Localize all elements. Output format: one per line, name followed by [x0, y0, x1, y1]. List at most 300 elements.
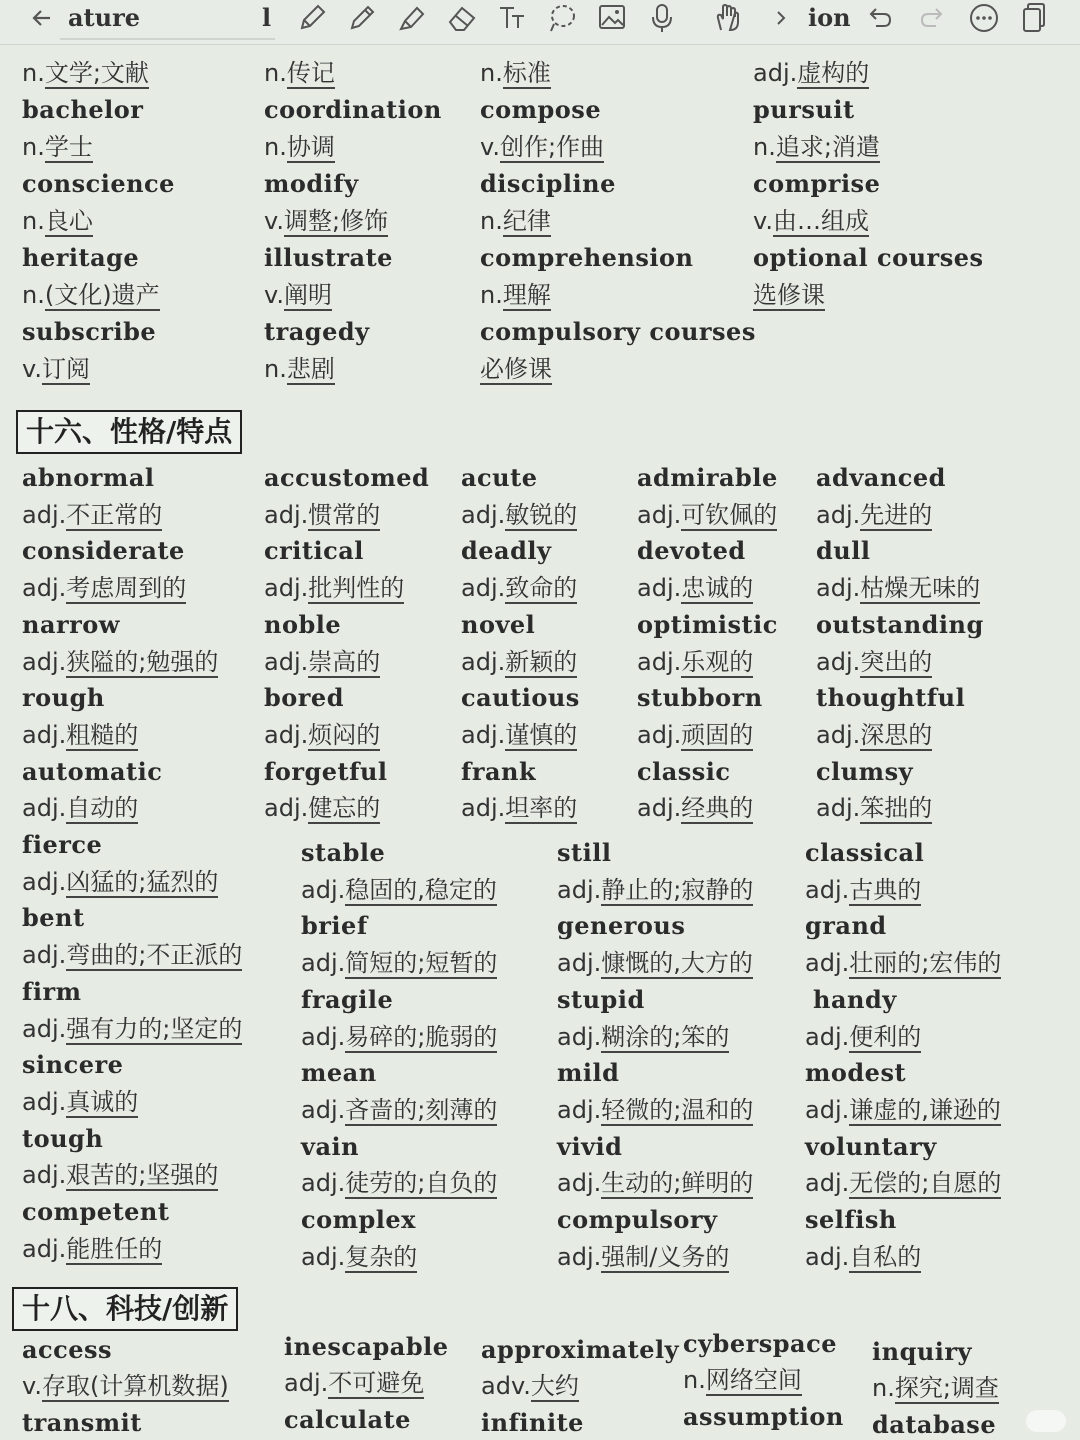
vocab-meaning [557, 1095, 753, 1125]
undo-icon [866, 0, 894, 36]
chinese-translation: 粗糙的 [66, 720, 139, 749]
part-of-speech: n. [480, 207, 503, 235]
chinese-translation: 糊涂的;笨的 [601, 1022, 730, 1051]
chinese-translation: 订阅 [41, 355, 90, 383]
vocab-meaning [753, 58, 869, 88]
vocab-meaning [22, 940, 242, 970]
vocab-word: discipline [480, 169, 616, 198]
eraser-tool-button[interactable] [446, 0, 478, 40]
vocab-word: brief [301, 911, 368, 941]
vocab-meaning [637, 573, 753, 603]
vocab-word: bachelor [22, 95, 144, 124]
vocab-meaning [480, 132, 604, 162]
vocab-word: assumption [683, 1402, 844, 1431]
part-of-speech: adj. [557, 875, 602, 904]
vocab-meaning [22, 58, 149, 88]
pages-icon [1018, 0, 1050, 36]
highlighter-tool-button[interactable] [396, 0, 428, 40]
part-of-speech: n. [264, 59, 287, 87]
eraser-icon [446, 0, 478, 36]
chinese-translation: 网络空间 [705, 1366, 802, 1394]
part-of-speech: n. [480, 59, 503, 87]
part-of-speech: adj. [805, 875, 850, 904]
chinese-translation: 良心 [44, 207, 93, 235]
note-toolbar [0, 0, 1080, 45]
vocab-word: handy [813, 984, 897, 1014]
part-of-speech: adj. [805, 1095, 850, 1124]
microphone-icon [646, 0, 678, 36]
chinese-translation: 大约 [530, 1372, 579, 1400]
vocab-word: critical [264, 536, 364, 566]
part-of-speech: adj. [637, 574, 682, 603]
vocab-word: optional courses [753, 243, 984, 272]
pen-tool-button[interactable] [296, 0, 328, 40]
chinese-translation: 必修课 [480, 355, 552, 383]
chinese-translation: 谦虚的,谦逊的 [849, 1095, 1001, 1124]
chinese-translation: 能胜任的 [66, 1234, 163, 1263]
chinese-translation: 协调 [286, 133, 335, 161]
chinese-translation: 真诚的 [66, 1087, 139, 1116]
vocab-word: sincere [22, 1050, 124, 1080]
vocab-meaning [22, 1234, 162, 1264]
vocab-word: cautious [461, 683, 580, 713]
chinese-translation: 艰苦的;坚强的 [66, 1161, 219, 1190]
vocab-word: outstanding [816, 609, 984, 639]
vocab-meaning [22, 132, 93, 162]
vocab-word: competent [22, 1197, 170, 1226]
part-of-speech: n. [22, 133, 45, 161]
part-of-speech: adj. [301, 1022, 346, 1051]
vocab-meaning [22, 1087, 138, 1117]
vocab-word: noble [264, 609, 342, 639]
vocab-meaning [301, 1095, 497, 1125]
back-button[interactable] [30, 0, 54, 40]
part-of-speech: adj. [816, 720, 861, 749]
part-of-speech: adj. [557, 1169, 602, 1198]
vocab-word: inescapable [284, 1332, 449, 1361]
chinese-translation: 枯燥无味的 [860, 574, 981, 603]
part-of-speech: adj. [461, 574, 506, 603]
part-of-speech: n. [264, 355, 287, 383]
part-of-speech: adj. [301, 875, 346, 904]
text-tool-button[interactable] [496, 0, 528, 40]
vocab-word: compose [480, 95, 602, 124]
watermark-badge [1026, 1410, 1066, 1432]
vocab-meaning [557, 1168, 753, 1198]
part-of-speech: adj. [264, 794, 309, 823]
chinese-translation: 惯常的 [308, 500, 381, 529]
part-of-speech: adj. [557, 1095, 602, 1124]
vocab-word: compulsory [557, 1205, 718, 1234]
vocab-word: accustomed [264, 463, 430, 492]
vocab-word: complex [301, 1205, 416, 1234]
chinese-translation: 标准 [502, 59, 551, 87]
vocab-meaning [22, 867, 218, 897]
pages-button[interactable] [1018, 0, 1050, 40]
vocab-meaning [805, 1095, 1001, 1125]
part-of-speech: adj. [816, 647, 861, 676]
chinese-translation: 强制/义务的 [601, 1242, 730, 1271]
vocab-word: heritage [22, 243, 140, 272]
vocab-word: pursuit [753, 95, 855, 124]
vocab-word: mild [557, 1058, 620, 1088]
chinese-translation: 简短的;短暂的 [345, 949, 498, 978]
chinese-translation: 批判性的 [308, 574, 405, 603]
image-icon [596, 0, 628, 36]
vocab-word: grand [805, 911, 887, 941]
vocab-word: bent [22, 903, 85, 933]
back-arrow-icon [30, 0, 54, 36]
vocab-meaning [557, 1022, 729, 1052]
part-of-speech: adj. [284, 1369, 329, 1397]
chinese-translation: 古典的 [849, 875, 922, 904]
part-of-speech: n. [22, 207, 45, 235]
vocab-word: considerate [22, 536, 185, 566]
pen-icon [296, 0, 328, 36]
part-of-speech: adj. [816, 574, 861, 603]
vocab-meaning [22, 280, 160, 310]
part-of-speech: adj. [637, 794, 682, 823]
vocab-meaning [264, 132, 335, 162]
vocab-meaning [264, 354, 335, 384]
part-of-speech: n. [264, 133, 287, 161]
vocab-meaning [753, 132, 880, 162]
chinese-translation: 复杂的 [345, 1242, 418, 1271]
vocab-meaning [461, 793, 577, 823]
vocab-word: database [872, 1410, 997, 1439]
vocab-word: vivid [557, 1131, 623, 1161]
vocab-word: generous [557, 911, 686, 941]
part-of-speech: adj. [461, 794, 506, 823]
part-of-speech: n. [683, 1366, 706, 1394]
vocab-meaning [805, 1168, 1001, 1198]
chinese-translation: 新颖的 [505, 647, 578, 676]
chinese-translation: 无偿的;自愿的 [849, 1169, 1002, 1198]
part-of-speech: adj. [22, 941, 67, 970]
section-header-16: 十六、性格/特点 [16, 410, 242, 454]
chinese-translation: 可钦佩的 [681, 500, 778, 529]
microphone-tool-button[interactable] [646, 0, 678, 40]
vocab-meaning [22, 1014, 242, 1044]
note-page[interactable] [0, 44, 1080, 1440]
part-of-speech: adj. [753, 59, 798, 87]
vocab-word: fierce [22, 830, 103, 859]
part-of-speech: adj. [301, 949, 346, 978]
vocab-word: infinite [481, 1408, 584, 1437]
vocab-word: inquiry [872, 1337, 973, 1366]
vocab-word: automatic [22, 756, 163, 786]
vocab-meaning [557, 948, 753, 978]
vocab-meaning [461, 573, 577, 603]
part-of-speech: v. [264, 207, 284, 235]
vocab-meaning [872, 1373, 999, 1403]
part-of-speech: adj. [461, 500, 506, 529]
part-of-speech: adj. [557, 1022, 602, 1051]
vocab-meaning [480, 354, 552, 384]
chinese-translation: 文学;文献 [44, 59, 149, 87]
vocab-word: stable [301, 838, 386, 867]
lasso-tool-button[interactable] [546, 0, 578, 40]
vocab-meaning [805, 1022, 921, 1052]
part-of-speech: v. [22, 1372, 42, 1400]
vocab-meaning [683, 1365, 802, 1395]
lasso-icon [546, 0, 578, 36]
chinese-translation: 易碎的;脆弱的 [345, 1022, 498, 1051]
part-of-speech: v. [753, 207, 773, 235]
vocab-meaning [480, 58, 551, 88]
part-of-speech: n. [22, 281, 45, 309]
hand-icon [712, 0, 744, 36]
vocab-word: stupid [557, 984, 645, 1014]
vocab-word: stubborn [637, 683, 763, 713]
part-of-speech: n. [753, 133, 776, 161]
part-of-speech: v. [480, 133, 500, 161]
vocab-word: bored [264, 683, 344, 713]
vocab-meaning [264, 647, 380, 677]
part-of-speech: adj. [22, 500, 67, 529]
vocab-meaning [753, 206, 869, 236]
part-of-speech: adj. [805, 1242, 850, 1271]
vocab-word: comprehension [480, 243, 694, 272]
chinese-translation: 慷慨的,大方的 [601, 949, 753, 978]
vocab-meaning [805, 948, 1001, 978]
chinese-translation: 学士 [44, 133, 93, 161]
vocab-word: compulsory courses [480, 317, 756, 346]
chinese-translation: 狭隘的;勉强的 [66, 647, 219, 676]
chinese-translation: 便利的 [849, 1022, 922, 1051]
vocab-meaning [301, 1168, 497, 1198]
vocab-meaning [22, 720, 138, 750]
vocab-word: selfish [805, 1205, 897, 1234]
chinese-translation: 笨拙的 [860, 794, 933, 823]
part-of-speech: adj. [22, 794, 67, 823]
vocab-meaning [22, 1371, 229, 1401]
vocab-word: abnormal [22, 463, 155, 492]
part-of-speech: n. [480, 281, 503, 309]
chinese-translation: 阐明 [283, 281, 332, 309]
vocab-meaning [284, 1368, 424, 1398]
chinese-translation: 崇高的 [308, 647, 381, 676]
vocab-meaning [816, 500, 932, 530]
chevron-right-icon [772, 0, 790, 36]
vocab-meaning [816, 793, 932, 823]
undo-button[interactable] [866, 0, 894, 40]
chinese-translation: 先进的 [860, 500, 933, 529]
more-options-button[interactable] [968, 0, 1000, 40]
vocab-word: modest [805, 1058, 907, 1088]
chinese-translation: 由…组成 [772, 207, 869, 235]
vocab-meaning [557, 875, 753, 905]
vocab-meaning [753, 280, 825, 310]
section-header-18: 十八、科技/创新 [12, 1287, 238, 1331]
redo-icon [918, 0, 946, 36]
part-of-speech: adj. [22, 720, 67, 749]
vocab-word: calculate [284, 1405, 411, 1434]
part-of-speech: n. [872, 1374, 895, 1402]
part-of-speech: adj. [301, 1169, 346, 1198]
pencil-tool-button[interactable] [346, 0, 378, 40]
vocab-word: devoted [637, 536, 746, 566]
chinese-translation: 自动的 [66, 794, 139, 823]
highlighter-icon [396, 0, 428, 36]
part-of-speech: adj. [22, 1234, 67, 1263]
vocab-meaning [557, 1242, 729, 1272]
title-underline [60, 38, 275, 40]
chinese-translation: 谨慎的 [505, 720, 578, 749]
part-of-speech: adv. [481, 1372, 531, 1400]
vocab-meaning [264, 280, 332, 310]
part-of-speech: adj. [22, 867, 67, 896]
part-of-speech: adj. [637, 647, 682, 676]
vocab-meaning [264, 720, 380, 750]
vocab-meaning [301, 875, 497, 905]
chinese-translation: 健忘的 [308, 794, 381, 823]
chinese-translation: 吝啬的;刻薄的 [345, 1095, 498, 1124]
vocab-word: firm [22, 976, 82, 1006]
vocab-word: novel [461, 609, 536, 639]
vocab-meaning [22, 793, 138, 823]
part-of-speech: adj. [264, 720, 309, 749]
part-of-speech: adj. [805, 1169, 850, 1198]
chinese-translation: 敏锐的 [505, 500, 578, 529]
vocab-meaning [264, 793, 380, 823]
chinese-translation: 稳固的,稳定的 [345, 875, 497, 904]
chinese-translation: 深思的 [860, 720, 933, 749]
vocab-meaning [461, 720, 577, 750]
chinese-translation: 考虑周到的 [66, 574, 187, 603]
vocab-meaning [22, 206, 93, 236]
vocab-word: tough [22, 1123, 104, 1153]
part-of-speech: adj. [264, 500, 309, 529]
mid-title: l [262, 3, 272, 32]
vocab-meaning [22, 500, 162, 530]
chinese-translation: 顽固的 [681, 720, 754, 749]
vocab-word: voluntary [805, 1131, 937, 1161]
vocab-word: classic [637, 756, 731, 786]
left-title: ature [68, 3, 140, 32]
vocab-word: frank [461, 756, 537, 786]
chinese-translation: 纪律 [502, 207, 551, 235]
part-of-speech: adj. [557, 949, 602, 978]
vocab-word: illustrate [264, 243, 393, 272]
part-of-speech: adj. [805, 1022, 850, 1051]
part-of-speech: adj. [22, 1161, 67, 1190]
vocab-meaning [264, 573, 404, 603]
vocab-word: cyberspace [683, 1329, 837, 1358]
vocab-word: forgetful [264, 756, 388, 786]
chinese-translation: 不正常的 [66, 500, 163, 529]
more-tools-chevron[interactable] [772, 0, 790, 40]
vocab-word: rough [22, 683, 105, 713]
vocab-word: mean [301, 1058, 377, 1088]
vocab-meaning [816, 720, 932, 750]
vocab-word: still [557, 838, 612, 867]
chinese-translation: 凶猛的;猛烈的 [66, 867, 219, 896]
vocab-meaning [22, 1160, 218, 1190]
vocab-word: vain [301, 1131, 360, 1161]
chinese-translation: (文化)遗产 [44, 281, 160, 309]
vocab-word: admirable [637, 463, 778, 492]
chinese-translation: 调整;修饰 [283, 207, 389, 235]
part-of-speech: v. [264, 281, 284, 309]
part-of-speech: adj. [461, 647, 506, 676]
vocab-meaning [301, 1242, 417, 1272]
part-of-speech: adj. [805, 949, 850, 978]
image-tool-button[interactable] [596, 0, 628, 40]
vocab-meaning [461, 647, 577, 677]
vocab-word: access [22, 1335, 113, 1364]
chinese-translation: 忠诚的 [681, 574, 754, 603]
chinese-translation: 坦率的 [505, 794, 578, 823]
vocab-meaning [22, 354, 90, 384]
vocab-word: dull [816, 536, 871, 566]
part-of-speech: n. [22, 59, 45, 87]
vocab-meaning [301, 948, 497, 978]
part-of-speech: adj. [637, 500, 682, 529]
vocab-meaning [264, 58, 335, 88]
part-of-speech: adj. [557, 1242, 602, 1271]
redo-button[interactable] [918, 0, 946, 40]
vocab-word: fragile [301, 984, 394, 1014]
vocab-word: modify [264, 169, 359, 198]
vocab-word: thoughtful [816, 683, 966, 713]
vocab-meaning [816, 647, 932, 677]
vocab-meaning [805, 875, 921, 905]
vocab-word: coordination [264, 95, 442, 124]
vocab-meaning [637, 500, 777, 530]
vocab-meaning [264, 206, 388, 236]
vocab-meaning [22, 573, 186, 603]
chinese-translation: 经典的 [681, 794, 754, 823]
chinese-translation: 悲剧 [286, 355, 335, 383]
part-of-speech: adj. [816, 500, 861, 529]
part-of-speech: adj. [264, 574, 309, 603]
chinese-translation: 自私的 [849, 1242, 922, 1271]
part-of-speech: adj. [461, 720, 506, 749]
vocab-meaning [816, 573, 980, 603]
chinese-translation: 追求;消遣 [775, 133, 880, 161]
text-icon [496, 0, 528, 36]
vocab-meaning [637, 647, 753, 677]
vocab-word: comprise [753, 169, 881, 198]
chinese-translation: 创作;作曲 [499, 133, 605, 161]
chinese-translation: 探究;调查 [894, 1374, 999, 1402]
vocab-meaning [637, 793, 753, 823]
vocab-word: transmit [22, 1408, 142, 1437]
hand-tool-button[interactable] [712, 0, 744, 40]
chinese-translation: 生动的;鲜明的 [601, 1169, 754, 1198]
part-of-speech: adj. [301, 1095, 346, 1124]
part-of-speech: adj. [22, 1014, 67, 1043]
vocab-word: narrow [22, 609, 120, 639]
vocab-word: optimistic [637, 609, 778, 639]
part-of-speech: adj. [22, 1087, 67, 1116]
chinese-translation: 存取(计算机数据) [41, 1372, 229, 1400]
part-of-speech: v. [22, 355, 42, 383]
vocab-meaning [637, 720, 753, 750]
more-dots-icon [968, 0, 1000, 36]
vocab-meaning [805, 1242, 921, 1272]
vocab-word: clumsy [816, 756, 914, 786]
vocab-word: advanced [816, 463, 946, 492]
vocab-meaning [22, 647, 218, 677]
chinese-translation: 弯曲的;不正派的 [66, 941, 243, 970]
chinese-translation: 轻微的;温和的 [601, 1095, 754, 1124]
part-of-speech: adj. [22, 647, 67, 676]
vocab-meaning [301, 1022, 497, 1052]
vocab-word: classical [805, 838, 925, 867]
vocab-meaning [480, 206, 551, 236]
